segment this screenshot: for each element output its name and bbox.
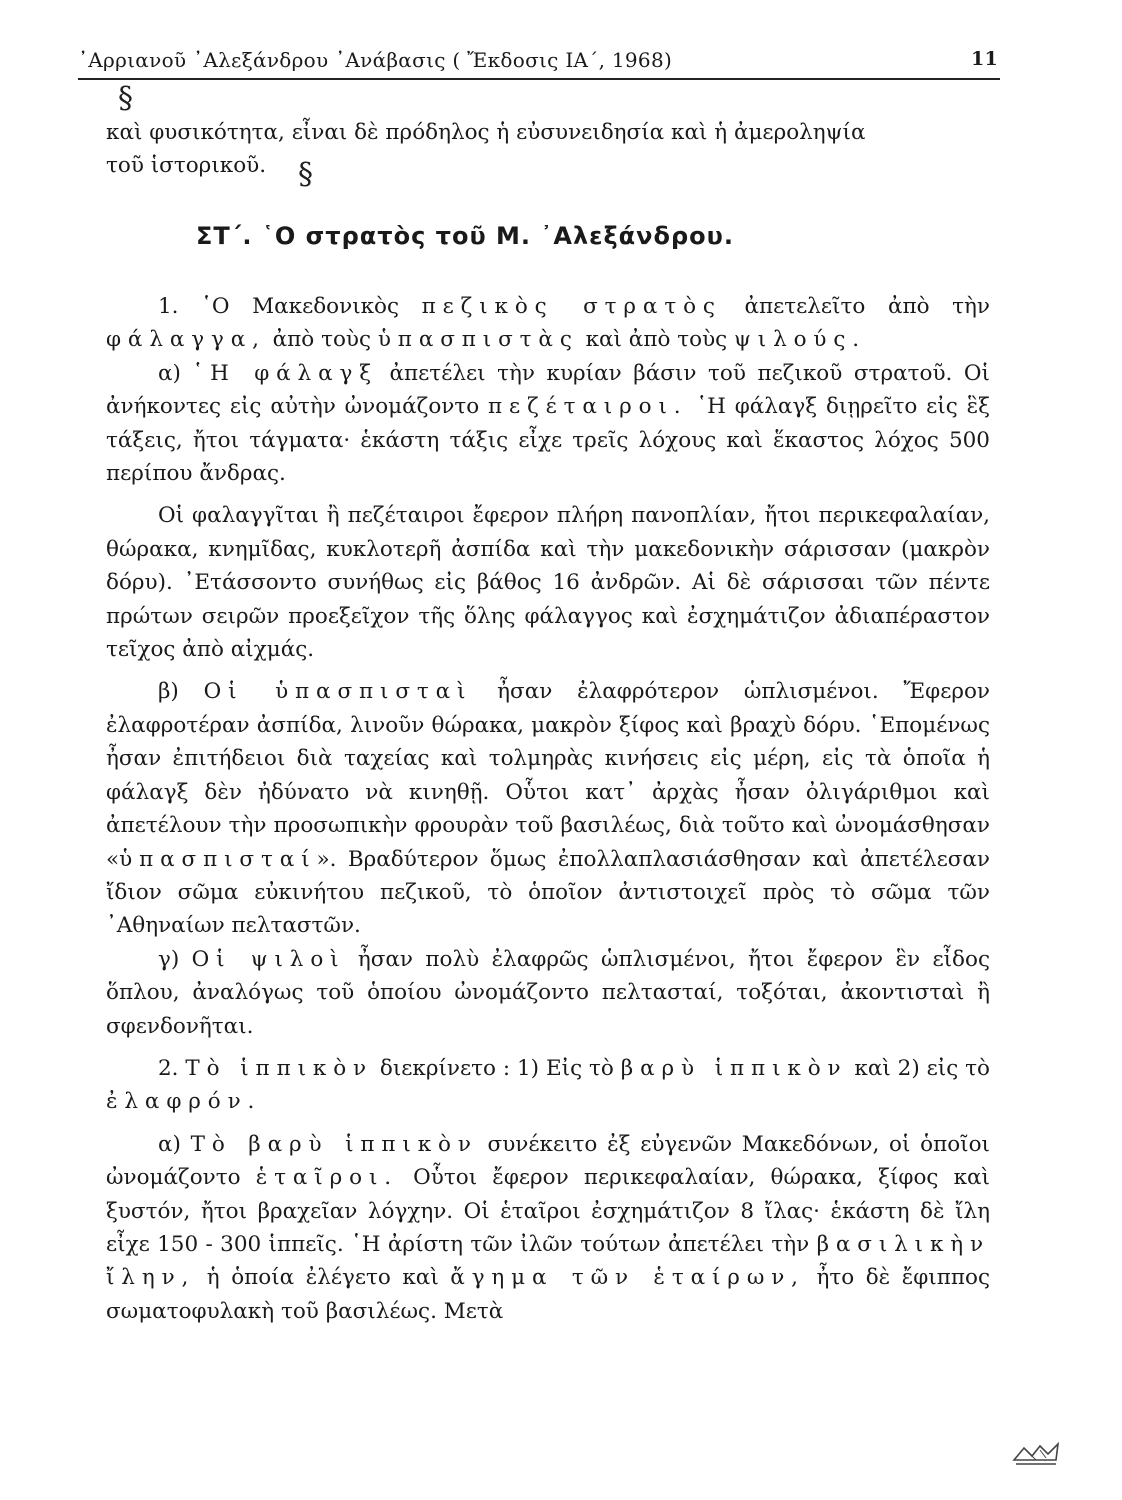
paragraph-phalangites: Οἱ φαλαγγῖται ἢ πεζέταιροι ἔφερον πλήρη πανοπλίαν, ἤτοι περικεφαλαίαν, θώρακα, κνημῖδας, κυκλοτερῆ ἀσπίδα καὶ τὴν μακεδονικὴν σάρισσαν (μακρὸν δόρυ). ᾿Ετάσσοντο συνήθως εἰς βάθος 16 ἀνδρῶν. Αἱ δὲ σάρισσαι τῶν πέντε πρώτων σειρῶν προεξεῖχον τῆς ὅλης φάλαγγος καὶ ἐσχημάτιζον ἀδιαπέραστον τεῖχος ἀπὸ αἰχμάς. [106, 503, 990, 663]
header-rule [78, 78, 1000, 80]
paragraph-hypaspists [106, 675, 990, 942]
library-stamp-icon [1010, 1438, 1062, 1468]
text-run: συνέκειτο ἐξ εὐγενῶν Μακεδόνων, οἱ ὁποῖοι ὠνομάζοντο [106, 1131, 990, 1191]
paragraph-phalanx [106, 357, 990, 491]
text-run: ». Βραδύτερον ὅμως ἐπολλαπλασιάσθησαν καὶ ἀπετέλεσαν ἴδιον σῶμα εὐκινήτου πεζικοῦ, τὸ ὁποῖον ἀντιστοιχεῖ πρὸς τὸ σῶμα τῶν ᾿Αθηναίων πελταστῶν. [106, 846, 990, 939]
spaced-term: πεζέταιροι. [488, 394, 688, 420]
text-run: ἀπετελεῖτο ἀπὸ τὴν [721, 294, 990, 319]
spaced-term: Τὸ ἱππικὸν [185, 1055, 373, 1081]
text-run: α) [158, 360, 193, 386]
text-run: ἀπὸ τοὺς [265, 327, 378, 353]
text-run: διεκρίνετο : 1) Εἰς τὸ [372, 1055, 621, 1081]
running-header-title: ᾿Αρριανοῦ ᾿Αλεξάνδρου ᾿Ανάβασις ( Ἔκδοσις ΙΑ΄, 1968) [78, 48, 673, 72]
spaced-term: φάλαγγα, [106, 327, 266, 353]
text-run: ἡ ὁποία ἐλέγετο καὶ [195, 1265, 451, 1291]
paragraph-heavy-cavalry [106, 1128, 990, 1328]
text-run: 1. ῾Ο Μακεδονικὸς [158, 294, 422, 319]
text-run: β) [158, 679, 204, 705]
text-run: ἦσαν πολὺ ἐλαφρῶς ὡπλισμένοι, ἤτοι ἔφερον ἓν εἶδος ὅπλου, ἀναλόγως τοῦ ὁποίου ὠνομάζοντο πελτασταί, τοξόται, ἀκοντισταὶ ἢ σφενδονῆται. [106, 946, 990, 1039]
intro-line-1: καὶ φυσικότητα, εἶναι δὲ πρόδηλος ἡ εὐσυνειδησία καὶ ἡ ἀμεροληψία [106, 120, 866, 145]
handwritten-section-mark-icon: § [118, 81, 133, 116]
spaced-term: Τὸ βαρὺ ἱππικὸν [190, 1131, 478, 1157]
text-run: ἀπετέλει τὴν κυρίαν βάσιν τοῦ πεζικοῦ στρατοῦ. Οἱ ἀνήκοντες εἰς αὐτὴν ὠνομάζοντο [106, 360, 990, 420]
text-run: καὶ ἀπὸ τοὺς [578, 327, 735, 353]
spaced-term: ἐλαφρόν. [106, 1089, 262, 1115]
spaced-term: Οἱ ὑπασπισταὶ [203, 679, 473, 705]
spaced-term: ῾Η φάλαγξ [192, 360, 378, 386]
handwritten-closing-mark-icon: § [298, 157, 313, 192]
text-run: ἦσαν ἐλαφρότερον ὡπλισμένοι. Ἔφερον ἐλαφροτέραν ἀσπίδα, λινοῦν θώρακα, μακρὸν ξίφος καὶ βραχὺ δόρυ. ῾Επομένως ἦσαν ἐπιτήδειοι διὰ ταχείας καὶ τολμηρὰς κινήσεις εἰς μέρη, εἰς τὰ ὁποῖα ἡ φάλαγξ δὲν ἠδύνατο νὰ κινηθῇ. Οὗτοι κατ᾿ ἀρχὰς ἦσαν ὀλιγάριθμοι καὶ ἀπετέλουν τὴν προσωπικὴν φρουρὰν τοῦ βασιλέως, διὰ τοῦτο καὶ ὠνομάσθησαν « [106, 679, 990, 872]
paragraph-cavalry-intro [106, 1052, 990, 1119]
text-run: Οὗτοι ἔφερον περικεφαλαίαν, θώρακα, ξίφος καὶ ξυστόν, ἤτοι βραχεῖαν λόγχην. Οἱ ἑταῖροι ἐσχημάτιζον 8 ἴλας· ἑκάστη δὲ ἴλη εἶχε 150 - 300 ἱππεῖς. ῾Η ἀρίστη τῶν ἰλῶν τούτων ἀπετέλει τὴν [106, 1165, 990, 1257]
text-run: 2. [158, 1055, 186, 1081]
spaced-term: ἄγημα τῶν ἑταίρων, [450, 1265, 805, 1291]
spaced-term: βασιλικὴν ἴλην, [106, 1231, 990, 1291]
spaced-term: Οἱ ψιλοὶ [191, 946, 346, 972]
intro-line-2: τοῦ ἱστορικοῦ. [106, 153, 267, 179]
spaced-term: ἑταῖροι. [255, 1165, 398, 1191]
body-text [106, 290, 990, 1328]
text-run: ἦτο δὲ ἔφιππος σωματοφυλακὴ τοῦ βασιλέως. Μετὰ [106, 1265, 990, 1324]
spaced-term: ὑπασπισταί [119, 846, 317, 872]
spaced-term: ὑπασπιστὰς [377, 327, 579, 353]
spaced-term: ψιλούς. [734, 327, 866, 353]
page-number: 11 [970, 48, 998, 70]
running-header [78, 44, 998, 78]
text-run: γ) [158, 946, 192, 972]
spaced-term: πεζικὸς στρατὸς [421, 294, 722, 319]
intro-text [106, 116, 990, 183]
section-heading: ΣΤ΄. ῾Ο στρατὸς τοῦ Μ. ᾿Αλεξάνδρου. [196, 222, 734, 250]
paragraph-psiloi [106, 943, 990, 1043]
spaced-term: βαρὺ ἱππικὸν [620, 1055, 848, 1081]
text-run: α) [158, 1131, 191, 1157]
paragraph-infantry-intro [106, 290, 990, 357]
text-run: καὶ 2) εἰς τὸ [847, 1055, 990, 1081]
text-run: ῾Η φάλαγξ διῃρεῖτο εἰς ἓξ τάξεις, ἤτοι τάγματα· ἑκάστη τάξις εἶχε τρεῖς λόχους καὶ ἕκαστος λόχος 500 περίπου ἄνδρας. [106, 394, 991, 487]
